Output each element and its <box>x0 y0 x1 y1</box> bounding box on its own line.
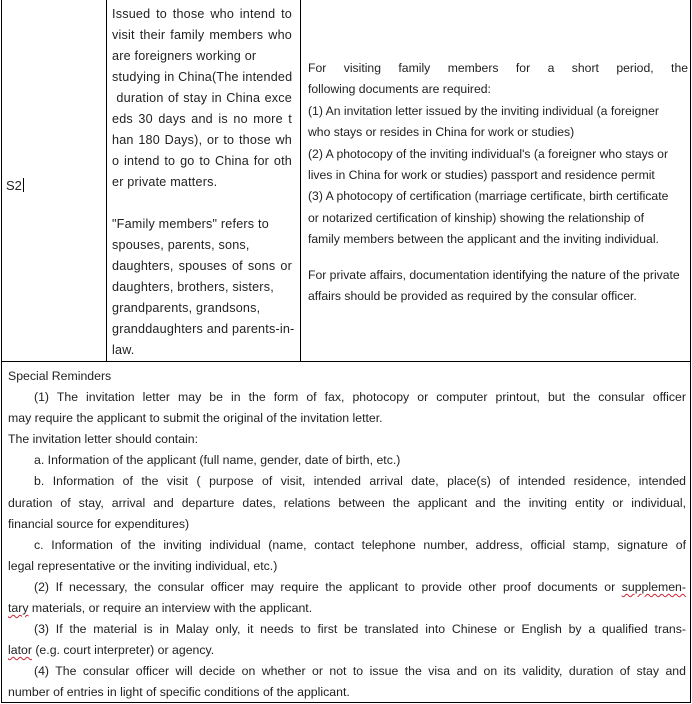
reminder-line: (3) If the material is in Malay only, it needs to first be translated into Chinese or English by a qualified trans- <box>34 622 686 637</box>
text-cursor <box>23 178 24 192</box>
reminder-line: The invitation letter should contain: <box>8 432 199 447</box>
description-line: han 180 Days), or to those wh <box>112 133 292 147</box>
column-divider <box>300 0 301 361</box>
spellcheck-word[interactable]: lator <box>8 643 32 658</box>
reminder-line: (1) The invitation letter may be in the form of fax, photocopy or computer printout, but the consular officer <box>34 390 686 405</box>
family-members-line: granddaughters and parents-in- <box>112 322 295 336</box>
description-line: studying in China(The intended <box>112 70 293 84</box>
requirement-line: who stays or resides in China for work or studies) <box>308 125 575 140</box>
family-members-line: "Family members" refers to <box>112 217 269 231</box>
reminder-line: duration of stay, arrival and departure dates, relations between the applicant and the inviting entity or individual, <box>8 495 686 510</box>
reminder-line: c. Information of the inviting individual (name, contact telephone number, address, official stamp, signature of <box>34 537 686 552</box>
private-affairs-line: affairs should be provided as required by the consular officer. <box>308 289 637 304</box>
reminder-line: a. Information of the applicant (full name, gender, date of birth, etc.) <box>34 453 401 468</box>
description-line: are foreigners working or <box>112 49 257 63</box>
visa-document-table <box>1 0 691 703</box>
description-line: duration of stay in China exce <box>112 91 292 105</box>
family-members-line: grandparents, grandsons, <box>112 301 261 315</box>
reminder-line: (4) The consular officer will decide on whether or not to issue the visa and on its validity, duration of stay and <box>34 664 686 679</box>
reminder-line: financial source for expenditures) <box>8 516 190 531</box>
reminder-line <box>8 640 686 661</box>
visa-description-cell <box>112 4 295 361</box>
family-members-line: law. <box>112 343 135 357</box>
description-line: eds 30 days and is no more t <box>112 112 292 126</box>
reminder-text: (e.g. court interpreter) or agency. <box>31 643 215 658</box>
paragraph-gap <box>308 251 688 265</box>
reminder-text: (2) If necessary, the consular officer may require the applicant to provide other proof documents or <box>34 579 622 594</box>
reminder-line: may require the applicant to submit the original of the invitation letter. <box>8 411 383 426</box>
reminder-line <box>8 577 686 598</box>
requirement-line: (1) An invitation letter issued by the inviting individual (a foreigner <box>308 103 659 118</box>
requirement-line: or notarized certification of kinship) showing the relationship of <box>308 210 645 225</box>
description-line: Issued to those who intend to <box>112 7 292 21</box>
required-documents-cell <box>308 58 688 307</box>
special-reminders-section <box>8 366 686 704</box>
paragraph-gap <box>112 193 292 214</box>
spellcheck-word[interactable]: tary <box>8 601 29 616</box>
description-line: o intend to go to China for oth <box>112 154 292 168</box>
reminder-line: b. Information of the visit ( purpose of visit, intended arrival date, place(s) of intended residence, intended <box>34 474 686 489</box>
private-affairs-line: For private affairs, documentation identifying the nature of the private <box>308 267 680 282</box>
spellcheck-word[interactable]: supplemen- <box>621 579 686 594</box>
reminder-line <box>8 598 686 619</box>
reminder-line: legal representative or the inviting individual, etc.) <box>8 558 278 573</box>
description-line: visit their family members who <box>112 28 292 42</box>
description-line: er private matters. <box>112 175 218 189</box>
visa-type-cell[interactable] <box>6 178 24 193</box>
requirement-line: lives in China for work or studies) passport and residence permit <box>308 168 655 183</box>
visa-type-code: S2 <box>6 178 22 193</box>
s2-visa-row <box>2 0 690 362</box>
reminder-text: materials, or require an interview with the applicant. <box>28 601 313 616</box>
requirement-line: following documents are required: <box>308 82 491 97</box>
requirement-line: For visiting family members for a short period, the <box>308 61 688 75</box>
family-members-line: daughters, spouses of sons or <box>112 259 292 273</box>
special-reminders-title: Special Reminders <box>8 369 112 383</box>
reminder-line: number of entries in light of specific conditions of the applicant. <box>8 685 350 700</box>
requirement-line: (2) A photocopy of the inviting individual's (a foreigner who stays or <box>308 146 669 161</box>
requirement-line: family members between the applicant and the inviting individual. <box>308 232 659 247</box>
column-divider <box>106 0 107 361</box>
family-members-line: spouses, parents, sons, <box>112 238 250 252</box>
requirement-line: (3) A photocopy of certification (marriage certificate, birth certificate <box>308 189 669 204</box>
family-members-line: daughters, brothers, sisters, <box>112 280 274 294</box>
